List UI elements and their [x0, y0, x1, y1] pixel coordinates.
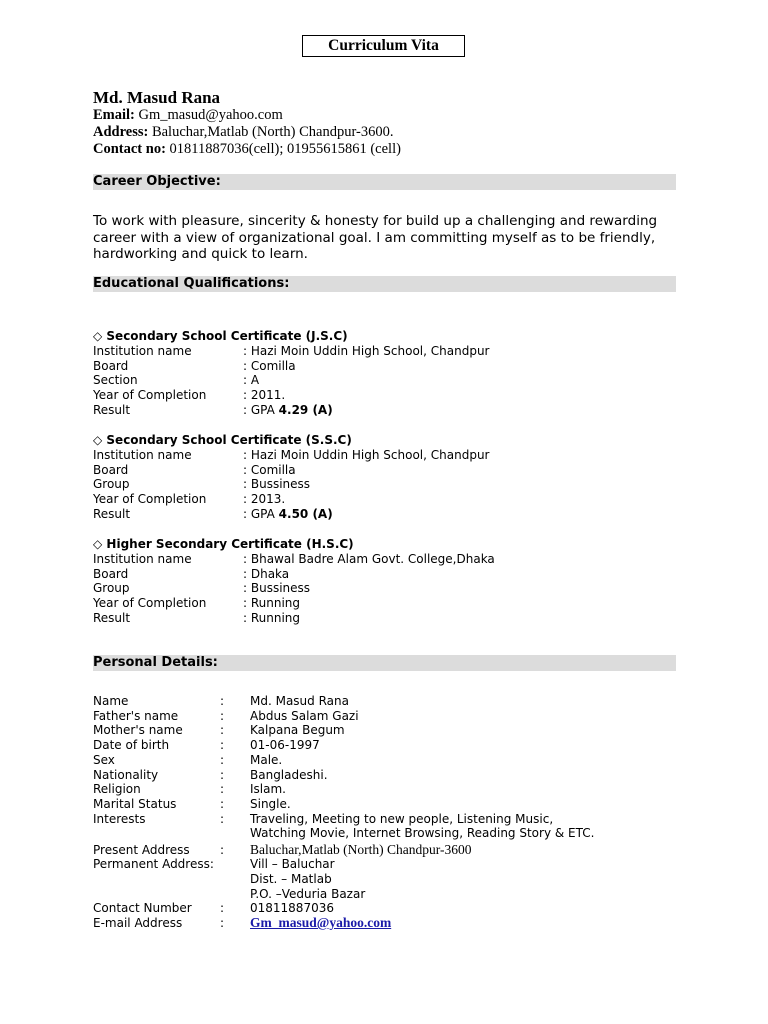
contact-line	[93, 141, 401, 158]
education-row-label: Board	[93, 566, 129, 581]
personal-row-label: Present Address	[93, 842, 190, 857]
education-row-value: : A	[243, 373, 260, 388]
personal-row-colon: :	[220, 738, 225, 753]
education-row-label: Result	[93, 506, 131, 521]
education-row-label: Board	[93, 462, 129, 477]
personal-row-value: 01811887036	[250, 901, 334, 916]
contact-label: Contact no:	[93, 141, 166, 157]
personal-row-colon: :	[220, 916, 225, 930]
personal-row	[93, 797, 291, 812]
personal-row-label: Interests	[93, 811, 146, 826]
contact-value: 01811887036(cell); 01955615861 (cell)	[169, 141, 401, 157]
personal-row	[93, 812, 553, 827]
personal-row-value: Abdus Salam Gazi	[250, 708, 359, 723]
education-block-title: ◇ Secondary School Certificate (S.S.C)	[93, 433, 352, 447]
personal-row-colon: :	[220, 901, 225, 916]
personal-row-label: Date of birth	[93, 738, 170, 753]
email-link[interactable]: Gm_masud@yahoo.com	[250, 915, 392, 930]
education-row-value: : Bhawal Badre Alam Govt. College,Dhaka	[243, 552, 495, 566]
education-row-value: : Running	[243, 596, 301, 611]
education-row	[93, 552, 495, 567]
personal-row-colon: :	[220, 708, 225, 723]
education-row-value: : Bussiness	[243, 581, 311, 596]
email-line	[93, 107, 283, 124]
education-block-title: ◇ Secondary School Certificate (J.S.C)	[93, 329, 348, 343]
education-row	[93, 567, 289, 582]
personal-row	[93, 738, 320, 753]
education-row	[93, 403, 333, 418]
education-row-value: : Dhaka	[243, 566, 290, 581]
personal-row	[93, 768, 328, 783]
education-row-value: : GPA	[243, 506, 279, 521]
career-objective-heading: Career Objective:	[93, 174, 676, 190]
education-row	[93, 581, 310, 596]
personal-row	[93, 887, 365, 902]
email-value: Gm_masud@yahoo.com	[138, 107, 283, 123]
personal-row-label: Mother's name	[93, 723, 183, 738]
personal-row-label: Permanent Address:	[93, 857, 214, 872]
education-row	[93, 611, 300, 626]
education-block-title: ◇ Higher Secondary Certificate (H.S.C)	[93, 537, 354, 551]
education-row-label: Institution name	[93, 344, 192, 358]
personal-row-value: Male.	[250, 752, 283, 767]
personal-row-colon: :	[220, 694, 225, 708]
personal-row	[93, 826, 594, 841]
education-row	[93, 507, 333, 522]
personal-row-colon: :	[220, 796, 225, 811]
education-row-label: Year of Completion	[93, 596, 207, 611]
education-row-value: : 2011.	[243, 388, 286, 403]
personal-row	[93, 782, 286, 797]
education-row	[93, 373, 259, 388]
personal-row	[93, 901, 334, 916]
education-row-label: Group	[93, 581, 130, 596]
education-row	[93, 596, 300, 611]
personal-row-label: Father's name	[93, 708, 179, 723]
education-row-label: Section	[93, 373, 138, 388]
personal-row-colon: :	[220, 842, 225, 857]
personal-row-value: Watching Movie, Internet Browsing, Reading Story & ETC.	[250, 826, 595, 841]
personal-row	[93, 709, 359, 724]
address-line	[93, 124, 394, 141]
personal-row-label: Name	[93, 694, 129, 708]
personal-row-label: E-mail Address	[93, 916, 183, 930]
personal-row-label: Marital Status	[93, 796, 177, 811]
personal-row	[93, 753, 282, 768]
education-row	[93, 448, 489, 463]
personal-row	[93, 723, 345, 738]
education-row-label: Institution name	[93, 552, 192, 566]
personal-row-value: P.O. –Veduria Bazar	[250, 886, 366, 901]
education-row	[93, 388, 285, 403]
document-title: Curriculum Vita	[302, 35, 465, 57]
personal-row-value: Kalpana Begum	[250, 723, 345, 738]
education-row-value: : Hazi Moin Uddin High School, Chandpur	[243, 448, 490, 462]
education-row-value: : Running	[243, 610, 301, 625]
education-row-label: Board	[93, 358, 129, 373]
education-result-grade: 4.50 (A)	[278, 506, 333, 521]
education-row	[93, 492, 285, 507]
personal-row	[93, 694, 349, 709]
personal-row-value: Single.	[250, 796, 291, 811]
education-row	[93, 344, 489, 359]
personal-row-value: 01-06-1997	[250, 738, 320, 753]
career-objective-text: To work with pleasure, sincerity & honesty for build up a challenging and rewarding career with a view of organizational goal. I am committing myself as to be friendly, hardworking and quick to learn.	[93, 213, 658, 262]
education-row-label: Result	[93, 610, 131, 625]
personal-row-value: Vill – Baluchar	[250, 857, 335, 872]
education-row	[93, 463, 296, 478]
applicant-name: Md. Masud Rana	[93, 88, 221, 107]
education-row-value: : Comilla	[243, 358, 296, 373]
personal-row-label: Religion	[93, 782, 141, 797]
personal-row-value: Islam.	[250, 782, 286, 797]
education-row-label: Institution name	[93, 448, 192, 462]
personal-row-colon: :	[220, 752, 225, 767]
education-row-value: : Hazi Moin Uddin High School, Chandpur	[243, 344, 490, 358]
personal-row-label: Contact Number	[93, 901, 192, 916]
education-heading: Educational Qualifications:	[93, 276, 676, 292]
education-row-label: Result	[93, 402, 131, 417]
personal-row-value: Baluchar,Matlab (North) Chandpur-3600	[250, 841, 472, 857]
education-row-value: : GPA	[243, 402, 279, 417]
education-row-value: : Bussiness	[243, 477, 311, 492]
personal-row-value: Bangladeshi.	[250, 767, 328, 782]
personal-row-value: Dist. – Matlab	[250, 871, 332, 886]
personal-row-value: Md. Masud Rana	[250, 694, 349, 708]
education-row-label: Year of Completion	[93, 388, 207, 403]
personal-row	[93, 857, 335, 872]
education-row-value: : 2013.	[243, 492, 286, 507]
personal-row-value: Traveling, Meeting to new people, Listening Music,	[250, 811, 554, 826]
personal-row	[93, 916, 391, 931]
education-row-label: Group	[93, 477, 130, 492]
personal-row-label: Sex	[93, 752, 115, 767]
personal-row-colon: :	[220, 782, 225, 797]
education-row	[93, 359, 296, 374]
personal-row-colon: :	[220, 767, 225, 782]
education-row-value: : Comilla	[243, 462, 296, 477]
personal-row-label: Nationality	[93, 767, 159, 782]
address-label: Address:	[93, 124, 149, 140]
personal-details-heading: Personal Details:	[93, 655, 676, 671]
email-label: Email:	[93, 107, 135, 123]
personal-row-colon: :	[220, 811, 225, 826]
education-row-label: Year of Completion	[93, 492, 207, 507]
education-result-grade: 4.29 (A)	[278, 402, 333, 417]
address-value: Baluchar,Matlab (North) Chandpur-3600.	[151, 124, 394, 140]
personal-row	[93, 843, 472, 858]
personal-row-colon: :	[220, 723, 225, 738]
education-row	[93, 477, 310, 492]
personal-row	[93, 872, 332, 887]
